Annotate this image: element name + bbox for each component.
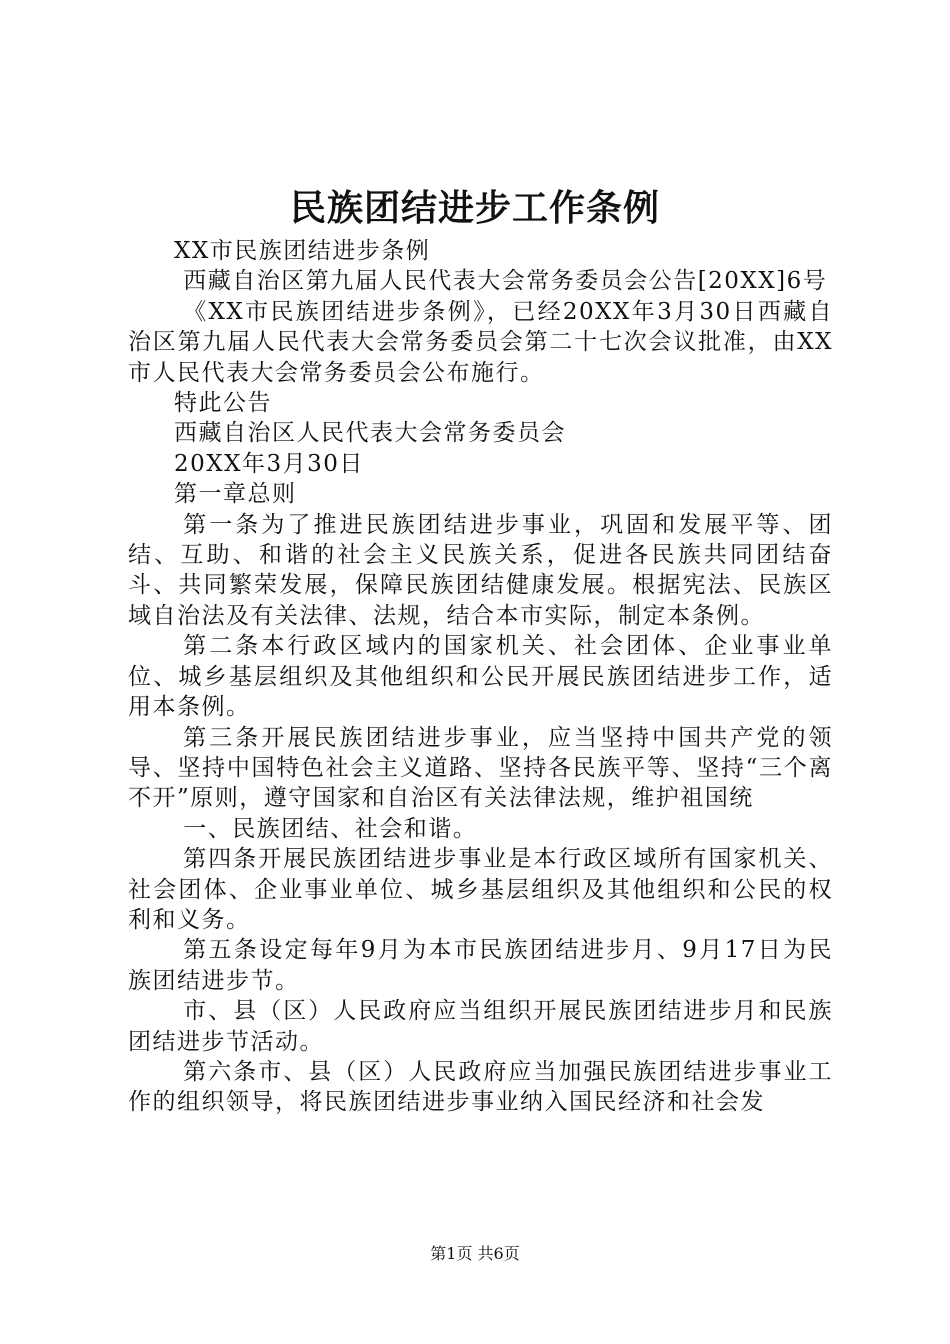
- paragraph-9: 第二条本行政区域内的国家机关、社会团体、企业事业单位、城乡基层组织及其他组织和公民开展民族团结进步工作，适用本条例。: [128, 633, 833, 721]
- paragraph-5: 西藏自治区人民代表大会常务委员会: [174, 420, 566, 447]
- paragraph-10: 第三条开展民族团结进步事业，应当坚持中国共产党的领导、坚持中国特色社会主义道路、坚持各民族平等、坚持“三个离不开”原则，遵守国家和自治区有关法律法规，维护祖国统: [128, 724, 833, 812]
- paragraph-13: 第五条设定每年9月为本市民族团结进步月、9月17日为民族团结进步节。: [128, 937, 833, 994]
- document-title: 民族团结进步工作条例: [289, 187, 660, 229]
- paragraph-3: 《XX市民族团结进步条例》，已经20XX年3月30日西藏自治区第九届人民代表大会常务委员会第二十七次会议批准，由XX市人民代表大会常务委员会公布施行。: [128, 298, 833, 386]
- paragraph-2: 西藏自治区第九届人民代表大会常务委员会公告[20XX]6号: [183, 268, 828, 295]
- paragraph-14: 市、县（区）人民政府应当组织开展民族团结进步月和民族团结进步节活动。: [128, 998, 833, 1055]
- paragraph-6: 20XX年3月30日: [174, 450, 364, 477]
- paragraph-11: 一、民族团结、社会和谐。: [183, 815, 478, 842]
- paragraph-15: 第六条市、县（区）人民政府应当加强民族团结进步事业工作的组织领导，将民族团结进步事业纳入国民经济和社会发: [128, 1058, 833, 1116]
- paragraph-8: 第一条为了推进民族团结进步事业，巩固和发展平等、团结、互助、和谐的社会主义民族关系，促进各民族共同团结奋斗、共同繁荣发展，保障民族团结健康发展。根据宪法、民族区域自治法及有关法律、法规，结合本市实际，制定本条例。: [128, 511, 833, 629]
- paragraph-1: XX市民族团结进步条例: [174, 238, 431, 264]
- paragraph-12: 第四条开展民族团结进步事业是本行政区域所有国家机关、社会团体、企业事业单位、城乡基层组织及其他组织和公民的权利和义务。: [128, 846, 833, 933]
- document-body: [128, 236, 833, 1118]
- paragraph-4: 特此公告: [174, 390, 272, 417]
- page-number-footer: 第1页 共6页: [430, 1244, 520, 1263]
- paragraph-7: 第一章总则: [174, 481, 297, 508]
